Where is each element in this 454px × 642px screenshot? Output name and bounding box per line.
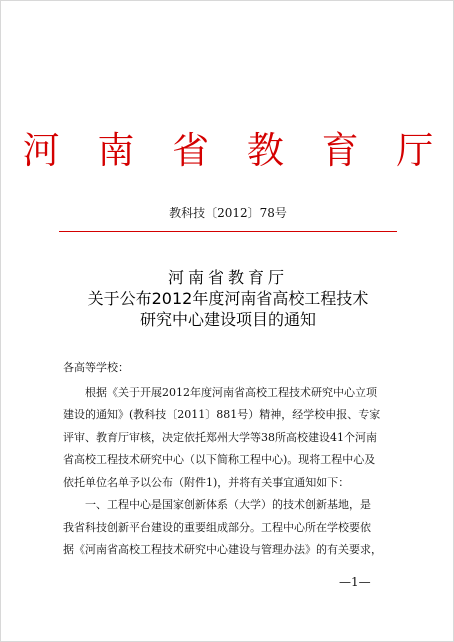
document-number: 教科技〔2012〕78号 — [169, 206, 287, 220]
page-number: —1— — [339, 575, 371, 589]
red-divider-line — [59, 231, 397, 232]
notice-title — [1, 267, 454, 330]
title-issuer: 河南省教育厅 — [167, 268, 288, 287]
paragraph-2-line: 据《河南省高校工程技术研究中心建设与管理办法》的有关要求， — [63, 543, 382, 556]
salutation: 各高等学校： — [63, 361, 129, 374]
paragraph-1-line: 根据《关于开展2012年度河南省高校工程技术研究中心立项 — [63, 385, 377, 399]
paragraph-1-line: 省高校工程技术研究中心（以下简称工程中心)。现将工程中心及 — [63, 453, 376, 466]
title-line-1: 关于公布2012年度河南省高校工程技术 — [87, 289, 369, 308]
masthead-title: 河 南 省 教 育 厅 — [22, 129, 447, 172]
document-body — [63, 357, 395, 562]
paragraph-2-line: 一、工程中心是国家创新体系（大学）的技术创新基地，是 — [63, 498, 371, 511]
paragraph-1-line: 评审、教育厅审核，决定依托郑州大学等38所高校建设41个河南 — [63, 430, 377, 444]
paragraph-1-line: 依托单位名单予以公布（附件1)，并将有关事宜通知如下： — [63, 475, 350, 489]
paragraph-1-line: 建设的通知》(教科技〔2011〕881号）精神，经学校申报、专家 — [63, 408, 381, 421]
title-line-2: 研究中心建设项目的通知 — [139, 310, 316, 329]
paragraph-2-line: 我省科技创新平台建设的重要组成部分。工程中心所在学校要依 — [63, 520, 371, 534]
